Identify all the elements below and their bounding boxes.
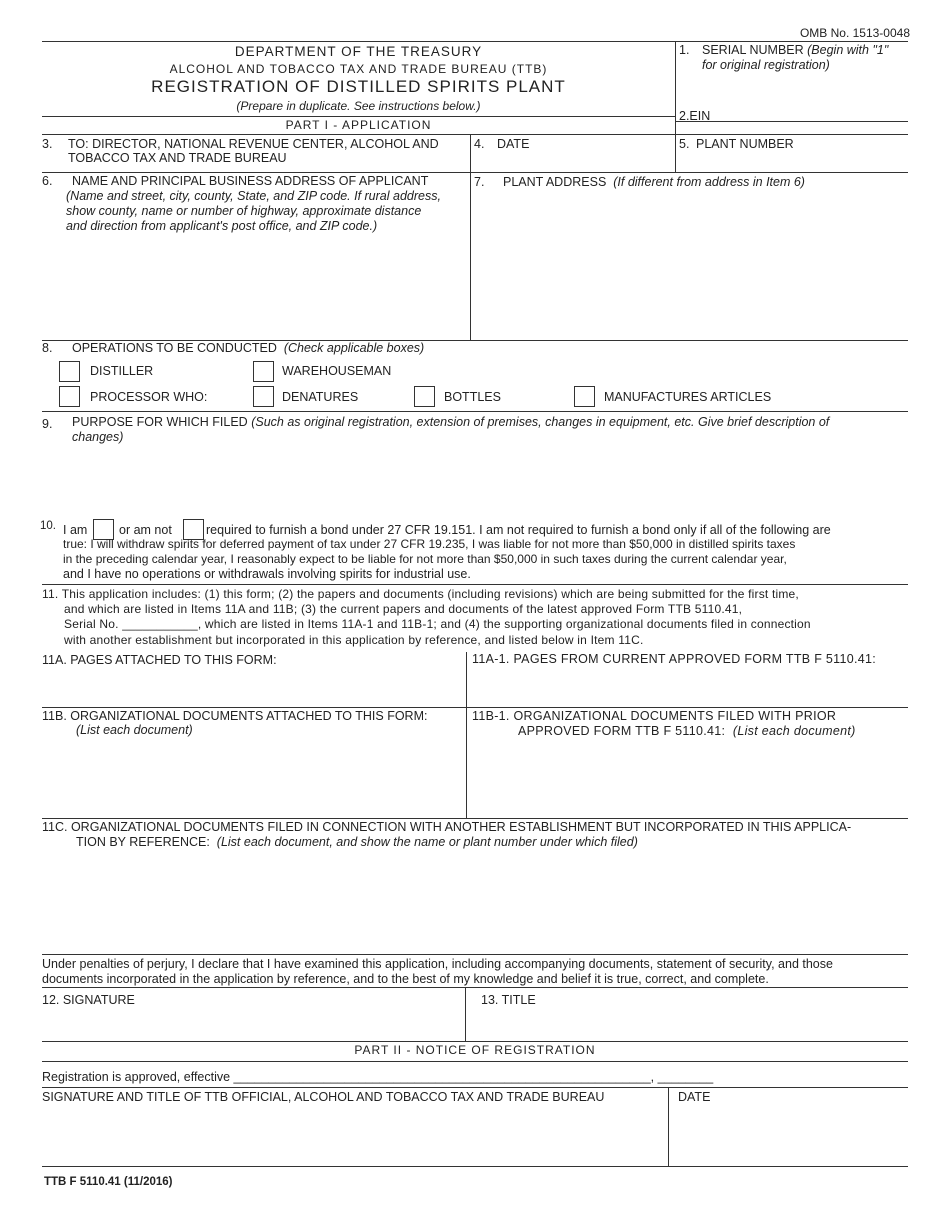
item10-number: 10.	[40, 520, 56, 532]
department-name: DEPARTMENT OF THE TREASURY	[234, 44, 483, 59]
item5-number: 5.	[679, 137, 690, 151]
distiller-label: DISTILLER	[90, 364, 154, 378]
item11b-note: (List each document)	[76, 723, 193, 737]
item4-label: DATE	[497, 137, 530, 151]
processor-label: PROCESSOR WHO:	[90, 390, 208, 404]
item13-label: 13. TITLE	[481, 993, 536, 1007]
form-subtitle: (Prepare in duplicate. See instructions below.)	[236, 99, 481, 113]
item11-line1: 11. This application includes: (1) this form; (2) the papers and documents (including revisions) which are being submitted for the first time,	[42, 587, 799, 601]
distiller-checkbox[interactable]	[59, 361, 80, 382]
item11-line4: with another establishment but incorporated in this application by reference, and listed below in Item 11C.	[64, 633, 644, 647]
item1-label: SERIAL NUMBER (Begin with "1"	[702, 43, 889, 57]
item11a-label: 11A. PAGES ATTACHED TO THIS FORM:	[42, 653, 277, 667]
item10-text4: and I have no operations or withdrawals involving spirits for industrial use.	[63, 567, 471, 581]
signature-field[interactable]	[42, 1008, 464, 1040]
item10-text3: in the preceding calendar year, I reasonably expect to be liable for not more than $50,000 in such taxes during the current calendar year,	[63, 552, 787, 566]
part2-heading: PART II - NOTICE OF REGISTRATION	[354, 1043, 596, 1057]
item6-number: 6.	[42, 174, 53, 188]
plant-number-field[interactable]	[676, 151, 908, 171]
item6-note3: and direction from applicant's post office, and ZIP code.)	[66, 219, 378, 233]
form-title: REGISTRATION OF DISTILLED SPIRITS PLANT	[151, 77, 566, 96]
bottles-checkbox[interactable]	[414, 386, 435, 407]
item4-number: 4.	[474, 137, 485, 151]
item2-label: 2.EIN	[679, 109, 711, 123]
official-signature-label: SIGNATURE AND TITLE OF TTB OFFICIAL, ALCOHOL AND TOBACCO TAX AND TRADE BUREAU	[42, 1090, 605, 1104]
denatures-checkbox[interactable]	[253, 386, 274, 407]
item11-line3: Serial No. ___________, which are listed in Items 11A-1 and 11B-1; and (4) the supporting organizational documents filed in connection	[64, 617, 811, 631]
item7-number: 7.	[474, 175, 485, 189]
item9-number: 9.	[42, 417, 53, 431]
item6-note1: (Name and street, city, county, State, and ZIP code. If rural address,	[66, 189, 441, 203]
item10-text2: true: I will withdraw spirits for deferred payment of tax under 27 CFR 19.235, I was liable for not more than $50,000 in distilled spirits taxes	[63, 537, 796, 551]
item1-number: 1.	[679, 43, 690, 57]
org-docs-reference-field[interactable]	[42, 852, 908, 952]
item6-label: NAME AND PRINCIPAL BUSINESS ADDRESS OF APPLICANT	[72, 174, 429, 188]
official-date-label: DATE	[678, 1090, 711, 1104]
manufactures-articles-label: MANUFACTURES ARTICLES	[604, 390, 772, 404]
org-docs-prior-field[interactable]	[467, 740, 908, 817]
ein-field[interactable]	[710, 108, 908, 121]
serial-number-field[interactable]	[676, 74, 908, 108]
perjury-line1: Under penalties of perjury, I declare that I have examined this application, including accompanying documents, statement of security, and those	[42, 957, 833, 971]
part1-heading: PART I - APPLICATION	[285, 118, 432, 132]
item11b1-label1: 11B-1. ORGANIZATIONAL DOCUMENTS FILED WITH PRIOR	[472, 709, 837, 723]
perjury-line2: documents incorporated in the application by reference, and to the best of my knowledge and belief it is true, correct, and complete.	[42, 972, 769, 986]
item11-line2: and which are listed in Items 11A and 11B; (3) the current papers and documents of the latest approved Form TTB 5110.41,	[64, 602, 743, 616]
warehouseman-checkbox[interactable]	[253, 361, 274, 382]
pages-current-field[interactable]	[467, 668, 908, 706]
item7-label: PLANT ADDRESS (If different from address in Item 6)	[503, 175, 805, 189]
registration-approved-line: Registration is approved, effective ____________________________________________________________, ________	[42, 1070, 714, 1084]
item10-or-not: or am not	[119, 523, 172, 537]
item9-note2: changes)	[72, 430, 124, 444]
item10-i-am: I am	[63, 523, 88, 537]
date-field[interactable]	[471, 151, 675, 171]
warehouseman-label: WAREHOUSEMAN	[282, 364, 392, 378]
item9-label: PURPOSE FOR WHICH FILED (Such as original registration, extension of premises, changes in equipment, etc. Give brief description of	[72, 415, 830, 429]
item6-note2: show county, name or number of highway, approximate distance	[66, 204, 422, 218]
item3-number: 3.	[42, 137, 53, 151]
form-number-footer: TTB F 5110.41 (11/2016)	[44, 1176, 173, 1188]
item11c-label1: 11C. ORGANIZATIONAL DOCUMENTS FILED IN CONNECTION WITH ANOTHER ESTABLISHMENT BUT INCORPORATED IN THIS APPLICA-	[42, 820, 852, 834]
org-docs-attached-field[interactable]	[42, 740, 465, 817]
item8-number: 8.	[42, 341, 53, 355]
item11b1-label2: APPROVED FORM TTB F 5110.41: (List each document)	[518, 724, 856, 738]
official-date-field[interactable]	[669, 1106, 908, 1165]
item1-note: for original registration)	[702, 58, 830, 72]
title-field[interactable]	[466, 1008, 908, 1040]
item8-label: OPERATIONS TO BE CONDUCTED (Check applicable boxes)	[72, 341, 425, 355]
bureau-name: ALCOHOL AND TOBACCO TAX AND TRADE BUREAU (TTB)	[169, 62, 548, 76]
official-signature-field[interactable]	[42, 1106, 667, 1165]
item3-line1: TO: DIRECTOR, NATIONAL REVENUE CENTER, ALCOHOL AND	[68, 137, 439, 151]
item11c-label2: TION BY REFERENCE: (List each document, and show the name or plant number under which filed)	[76, 835, 638, 849]
pages-attached-field[interactable]	[42, 668, 465, 706]
item12-label: 12. SIGNATURE	[42, 993, 135, 1007]
plant-address-field[interactable]	[471, 192, 908, 339]
item3-line2: TOBACCO TAX AND TRADE BUREAU	[68, 151, 287, 165]
applicant-address-field[interactable]	[42, 236, 469, 339]
denatures-label: DENATURES	[282, 390, 359, 404]
processor-checkbox[interactable]	[59, 386, 80, 407]
omb-number: OMB No. 1513-0048	[799, 26, 910, 40]
item11b-label: 11B. ORGANIZATIONAL DOCUMENTS ATTACHED TO THIS FORM:	[42, 709, 428, 723]
bottles-label: BOTTLES	[444, 390, 501, 404]
item5-label: PLANT NUMBER	[696, 137, 794, 151]
item11a1-label: 11A-1. PAGES FROM CURRENT APPROVED FORM TTB F 5110.41:	[472, 652, 877, 666]
item10-text1: required to furnish a bond under 27 CFR 19.151. I am not required to furnish a bond only if all of the following are	[206, 523, 831, 537]
purpose-field[interactable]	[42, 447, 908, 515]
manufactures-articles-checkbox[interactable]	[574, 386, 595, 407]
